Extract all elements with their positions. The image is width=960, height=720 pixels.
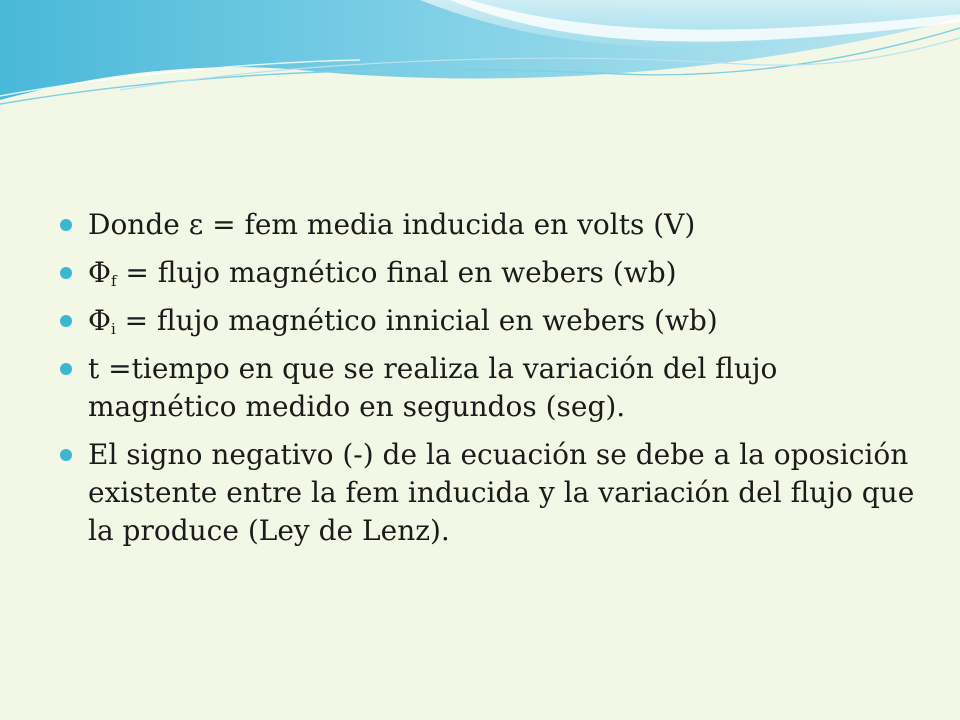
bullet-text: t =tiempo en que se realiza la variación del flujo magnético medido en segundos (seg).	[88, 352, 778, 423]
bullet-text: El signo negativo (-) de la ecuación se debe a la oposición existente entre la fem inducida y la variación del flujo que la produce (Ley de Lenz).	[88, 438, 915, 547]
bullet-marker-icon	[60, 267, 72, 279]
bullet-marker-icon	[60, 219, 72, 231]
flux-subscript: i	[110, 320, 116, 338]
bullet-marker-icon	[60, 315, 72, 327]
bullet-text: Donde ε = fem media inducida en volts (V)	[88, 208, 696, 241]
flux-symbol: Φ	[88, 256, 111, 289]
bullet-emf-definition	[60, 206, 920, 244]
bullet-initial-flux	[60, 302, 920, 340]
header-wave-decoration	[0, 0, 960, 120]
bullet-lenz-law	[60, 436, 920, 550]
flux-subscript: f	[110, 272, 117, 290]
bullet-text: = flujo magnético final en webers (wb)	[116, 256, 677, 289]
bullet-time-definition	[60, 350, 920, 426]
flux-symbol: Φ	[88, 304, 111, 337]
bullet-list	[60, 206, 920, 550]
bullet-final-flux	[60, 254, 920, 292]
bullet-marker-icon	[60, 449, 72, 461]
bullet-text: = flujo magnético innicial en webers (wb)	[115, 304, 718, 337]
bullet-marker-icon	[60, 363, 72, 375]
content-area	[60, 206, 920, 560]
